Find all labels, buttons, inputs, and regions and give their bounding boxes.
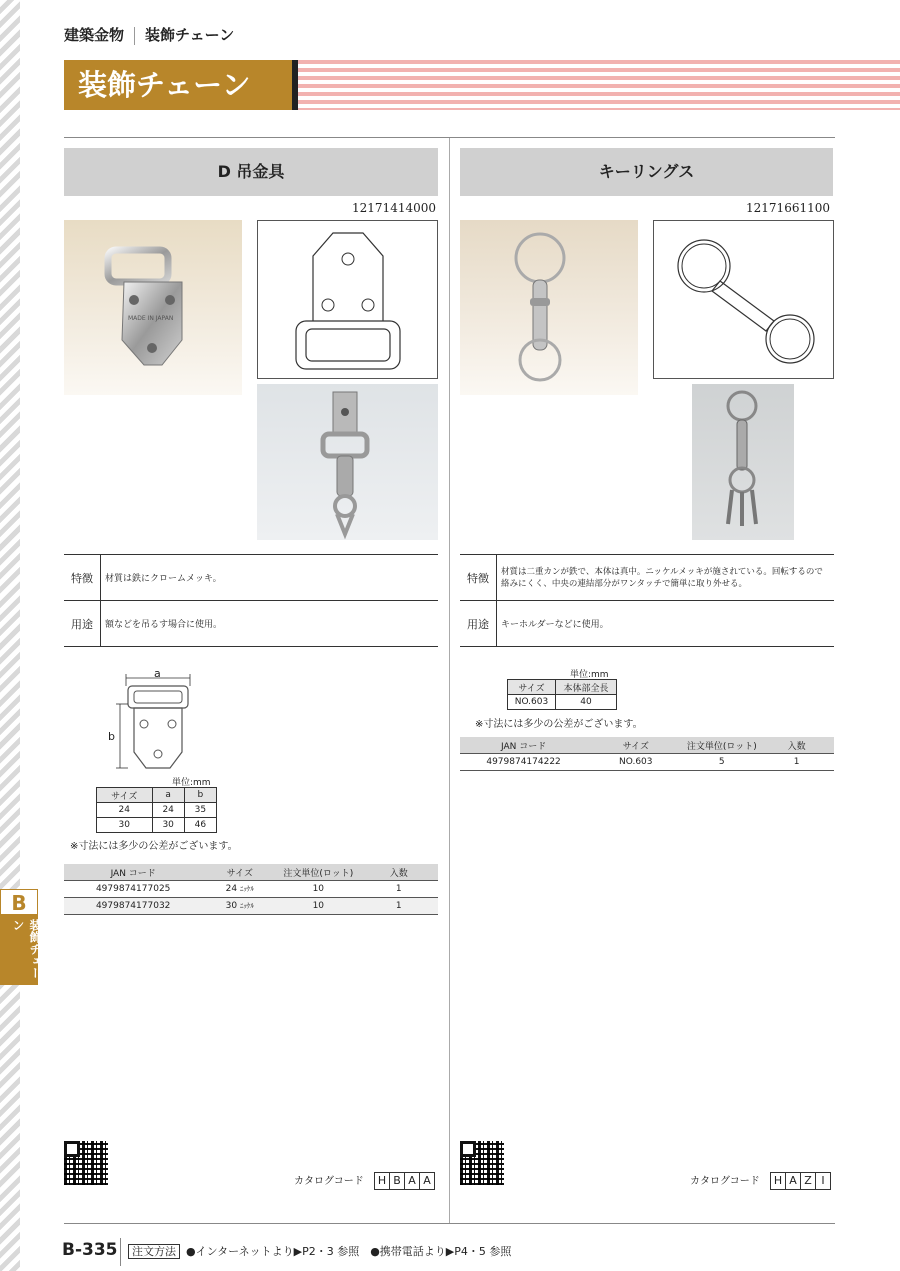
table-row (460, 754, 834, 771)
jan-qty: 1 (759, 754, 834, 771)
usage-text: キーホルダーなどに使用。 (501, 620, 609, 630)
usage-text: 額などを吊るす場合に使用。 (105, 620, 223, 630)
usage-label: 用途 (460, 601, 497, 647)
spec-table-left (96, 787, 217, 833)
jan-size: 30 ﾆｯｹﾙ (202, 898, 277, 915)
keys-photo-icon (692, 384, 794, 540)
page-number: B-335 (62, 1240, 118, 1260)
product-photo-keyrings (460, 220, 638, 395)
product-drawing-keyrings (653, 220, 834, 379)
features-label: 特徴 (64, 555, 101, 601)
jan-lot: 10 (277, 881, 359, 898)
product-photo-keyrings-with-keys (692, 384, 794, 540)
footer-order-info (128, 1243, 511, 1259)
table-row (64, 898, 438, 915)
usage-label: 用途 (64, 601, 101, 647)
catalog-char: H (770, 1172, 786, 1190)
jan-header: サイズ (587, 737, 684, 754)
features-label: 特徴 (460, 555, 497, 601)
divider (64, 1223, 835, 1224)
jan-qty: 1 (359, 898, 438, 915)
jan-table-right (460, 737, 834, 771)
jan-size: NO.603 (587, 754, 684, 771)
catalog-char: B (389, 1172, 405, 1190)
jan-header: 入数 (359, 864, 438, 881)
product-name-left: D 吊金具 (64, 148, 438, 196)
jan-code: 4979874177032 (64, 898, 202, 915)
product-photo-d-hanger-in-use (257, 384, 438, 540)
title-stripes (298, 60, 900, 110)
spec-header: サイズ (508, 680, 556, 695)
spec-cell: 24 (97, 803, 153, 818)
tolerance-note-right: ※寸法には多少の公差がございます。 (475, 719, 643, 730)
spec-header: b (184, 788, 216, 803)
tolerance-note-left: ※寸法には多少の公差がございます。 (70, 841, 238, 852)
catalog-char: H (374, 1172, 390, 1190)
jan-header: JAN コード (460, 737, 587, 754)
qr-code-icon[interactable] (460, 1141, 504, 1185)
unit-label-left: 単位:mm (172, 778, 211, 788)
side-tab-label: 装飾チェーン (11, 919, 42, 979)
keyring-drawing-icon (654, 221, 833, 378)
catalog-code-right (690, 1172, 831, 1190)
jan-header: JAN コード (64, 864, 202, 881)
product-code-left: 12171414000 (352, 201, 436, 215)
jan-header: サイズ (202, 864, 277, 881)
jan-lot: 5 (684, 754, 759, 771)
spec-cell: 35 (184, 803, 216, 818)
hanging-chain-photo-icon (257, 384, 438, 540)
spec-cell: 30 (152, 818, 184, 833)
spec-table-right (507, 679, 617, 710)
jan-code: 4979874174222 (460, 754, 587, 771)
catalog-code-left (294, 1172, 435, 1190)
catalog-label: カタログコード (690, 1176, 760, 1187)
dimension-drawing-left (106, 664, 216, 774)
product-name-right: キーリングス (460, 148, 833, 196)
catalog-char: A (419, 1172, 435, 1190)
features-text: 材質は二重カンが鉄で、本体は真中。ニッケルメッキが施されている。回転するので 絡みにくく、中央の連結部分がワンタッチで簡単に取り外せる。 (501, 566, 823, 589)
jan-lot: 10 (277, 898, 359, 915)
dim-label-a: a (154, 667, 161, 680)
jan-code: 4979874177025 (64, 881, 202, 898)
spec-header: a (152, 788, 184, 803)
features-table-left (64, 554, 438, 647)
breadcrumb (64, 24, 234, 45)
features-table-right (460, 554, 834, 647)
spec-cell: 30 (97, 818, 153, 833)
jan-size: 24 ﾆｯｹﾙ (202, 881, 277, 898)
keyring-photo-icon (460, 220, 638, 395)
svg-text:MADE IN JAPAN: MADE IN JAPAN (128, 315, 174, 322)
dimension-drawing-icon (106, 664, 216, 774)
d-hanger-drawing-icon (258, 221, 437, 378)
footer-divider (120, 1238, 121, 1266)
d-hanger-photo-icon (64, 220, 242, 395)
spec-cell: NO.603 (508, 695, 556, 710)
page-title: 装飾チェーン (64, 60, 292, 110)
spec-cell: 40 (555, 695, 616, 710)
catalog-char: Z (800, 1172, 816, 1190)
column-divider (449, 138, 450, 1223)
jan-header: 入数 (759, 737, 834, 754)
table-row (64, 881, 438, 898)
side-tab-letter: B (0, 889, 38, 915)
spec-header: サイズ (97, 788, 153, 803)
features-text: 材質は鉄にクロームメッキ。 (105, 574, 222, 584)
qr-code-icon[interactable] (64, 1141, 108, 1185)
catalog-char: A (785, 1172, 801, 1190)
section-side-tab[interactable] (0, 889, 42, 985)
decorative-stripe (0, 0, 20, 1271)
spec-cell: 46 (184, 818, 216, 833)
order-method-text: ●インターネットより▶P2・3 参照 ●携帯電話より▶P4・5 参照 (186, 1245, 512, 1258)
spec-header: 本体部全長 (555, 680, 616, 695)
catalog-char: I (815, 1172, 831, 1190)
jan-header: 注文単位(ロット) (684, 737, 759, 754)
jan-qty: 1 (359, 881, 438, 898)
jan-header: 注文単位(ロット) (277, 864, 359, 881)
product-drawing-d-hanger (257, 220, 438, 379)
breadcrumb-subcategory: 装飾チェーン (145, 26, 235, 44)
breadcrumb-category: 建築金物 (64, 26, 125, 44)
product-photo-d-hanger (64, 220, 242, 395)
jan-table-left (64, 864, 438, 915)
catalog-char: A (404, 1172, 420, 1190)
product-code-right: 12171661100 (746, 201, 830, 215)
dim-label-b: b (108, 730, 115, 743)
unit-label-right: 単位:mm (570, 670, 609, 680)
spec-cell: 24 (152, 803, 184, 818)
catalog-label: カタログコード (294, 1176, 364, 1187)
order-method-label: 注文方法 (128, 1244, 180, 1259)
